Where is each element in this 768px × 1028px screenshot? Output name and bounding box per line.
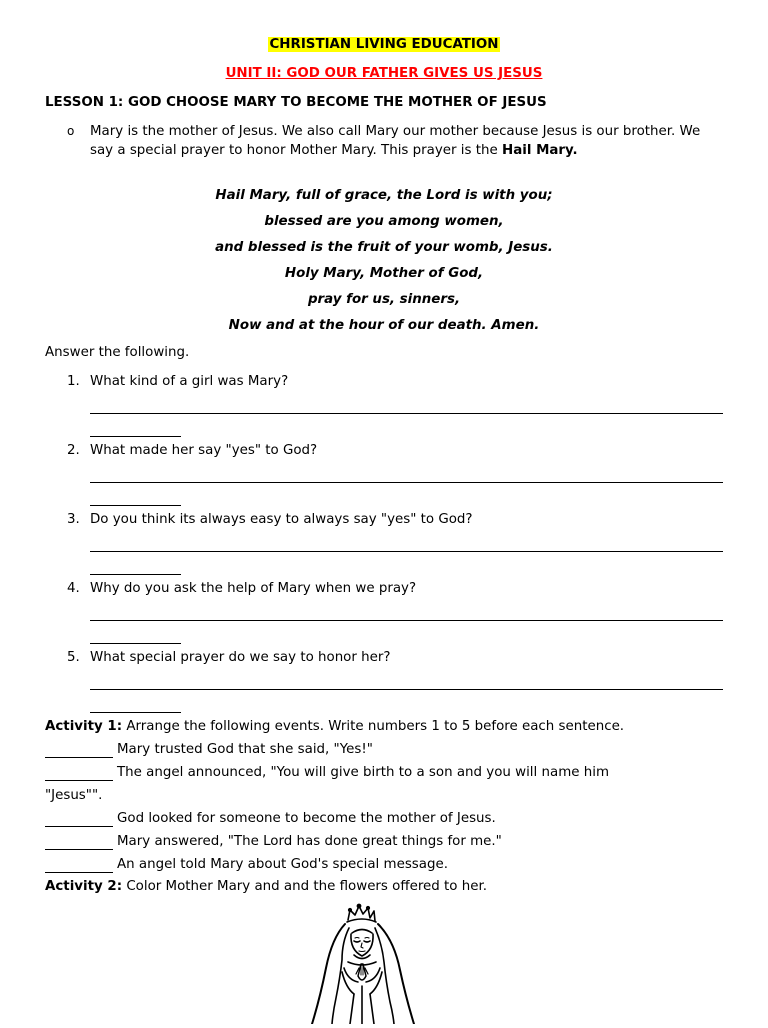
activity-1-item: God looked for someone to become the mother of Jesus. xyxy=(117,811,496,826)
answer-line-continuation[interactable] xyxy=(90,491,181,506)
question-number: 4. xyxy=(67,581,80,596)
prayer-line: Now and at the hour of our death. Amen. xyxy=(228,318,540,333)
question-text: Do you think its always easy to always say "yes" to God? xyxy=(90,512,473,527)
activity-1-heading xyxy=(45,719,624,734)
order-blank[interactable] xyxy=(45,811,113,827)
activity-1-item-continuation: "Jesus"". xyxy=(45,788,103,803)
question-number: 2. xyxy=(67,443,80,458)
question-number: 1. xyxy=(67,374,80,389)
activity-1-item: An angel told Mary about God's special message. xyxy=(117,857,448,872)
prayer-line: and blessed is the fruit of your womb, Jesus. xyxy=(215,240,553,255)
question-text: What made her say "yes" to God? xyxy=(90,443,318,458)
document-title xyxy=(0,37,768,52)
prayer-line: blessed are you among women, xyxy=(264,214,504,229)
order-blank[interactable] xyxy=(45,742,113,758)
answer-line[interactable] xyxy=(90,606,723,621)
activity-2-instruction: Color Mother Mary and and the flowers offered to her. xyxy=(122,879,487,894)
bullet-marker: o xyxy=(67,124,75,138)
question-text: What special prayer do we say to honor her? xyxy=(90,650,391,665)
answer-line[interactable] xyxy=(90,399,723,414)
answer-line[interactable] xyxy=(90,675,723,690)
answer-line-continuation[interactable] xyxy=(90,422,181,437)
question-number: 5. xyxy=(67,650,80,665)
activity-2-heading xyxy=(45,879,487,894)
activity-1-label: Activity 1: xyxy=(45,719,123,734)
activity-1-item: Mary answered, "The Lord has done great things for me." xyxy=(117,834,502,849)
question-text: Why do you ask the help of Mary when we pray? xyxy=(90,581,417,596)
activity-1-item: Mary trusted God that she said, "Yes!" xyxy=(117,742,373,757)
unit-title: UNIT II: GOD OUR FATHER GIVES US JESUS xyxy=(225,66,543,81)
mother-mary-illustration xyxy=(262,898,522,1024)
answer-line[interactable] xyxy=(90,468,723,483)
question-number: 3. xyxy=(67,512,80,527)
answer-line-continuation[interactable] xyxy=(90,698,181,713)
prayer-line: Hail Mary, full of grace, the Lord is with you; xyxy=(215,188,553,203)
mother-mary-icon xyxy=(262,898,522,1024)
order-blank[interactable] xyxy=(45,834,113,850)
intro-text: Mary is the mother of Jesus. We also call Mary our mother because Jesus is our brother. We say a special prayer to honor Mother Mary. This prayer is the xyxy=(90,124,701,158)
answer-line-continuation[interactable] xyxy=(90,560,181,575)
activity-1-instruction: Arrange the following events. Write numbers 1 to 5 before each sentence. xyxy=(122,719,625,734)
lesson-title: LESSON 1: GOD CHOOSE MARY TO BECOME THE MOTHER OF JESUS xyxy=(45,95,547,110)
order-blank[interactable] xyxy=(45,765,113,781)
answer-line-continuation[interactable] xyxy=(90,629,181,644)
answer-line[interactable] xyxy=(90,537,723,552)
prayer-line: pray for us, sinners, xyxy=(307,292,461,307)
order-blank[interactable] xyxy=(45,857,113,873)
document-title-highlight: CHRISTIAN LIVING EDUCATION xyxy=(269,37,499,52)
intro-bold-end: Hail Mary. xyxy=(501,142,578,158)
questions-intro: Answer the following. xyxy=(45,345,190,360)
activity-1-item: The angel announced, "You will give birth to a son and you will name him xyxy=(117,765,609,780)
activity-2-label: Activity 2: xyxy=(45,879,123,894)
intro-paragraph xyxy=(90,123,720,160)
prayer-line: Holy Mary, Mother of God, xyxy=(284,266,484,281)
question-text: What kind of a girl was Mary? xyxy=(90,374,289,389)
